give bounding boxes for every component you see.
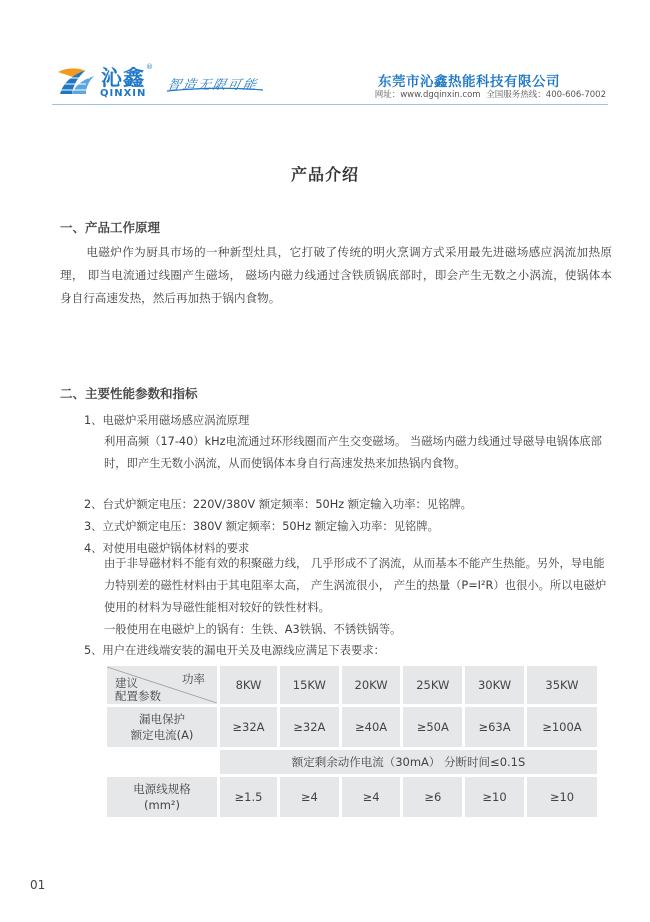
table-cell: ≥4 bbox=[280, 777, 339, 817]
registered-mark: ® bbox=[146, 63, 153, 71]
spec-item-1-body: 利用高频（17-40）kHz电流通过环形线圈而产生交变磁场。 当磁场内磁力线通过导磁导电锅体底部时，即产生无数小涡流，从而使锅体本身自行高速发热来加热锅内食物。 bbox=[104, 435, 602, 470]
requirements-table bbox=[104, 663, 600, 820]
corner-config-label: 配置参数 bbox=[115, 689, 161, 703]
table-cell: ≥10 bbox=[465, 777, 524, 817]
table-cell: ≥4 bbox=[342, 777, 401, 817]
table-cell: ≥63A bbox=[465, 707, 524, 747]
table-cell: ≥32A bbox=[280, 707, 339, 747]
spec-item-5: 5、用户在进线端安装的漏电开关及电源线应满足下表要求： bbox=[84, 644, 385, 657]
table-cell: ≥100A bbox=[527, 707, 597, 747]
table-cell: ≥6 bbox=[403, 777, 462, 817]
row-label-leakage-1: 漏电保护 bbox=[139, 712, 185, 726]
brand-name-cn: 沁鑫 bbox=[101, 66, 145, 90]
spec-item-2: 2、台式炉额定电压：220V/380V 额定频率：50Hz 额定输入功率：见铭牌。 bbox=[84, 498, 472, 511]
table-header-row bbox=[107, 666, 597, 704]
table-blank-cell bbox=[107, 750, 217, 774]
power-cell: 15KW bbox=[280, 666, 339, 704]
merged-residual-cell: 额定剩余动作电流（30mA） 分断时间≤0.1S bbox=[220, 750, 597, 774]
row-label-cable bbox=[107, 777, 217, 817]
row-label-leakage-2: 额定电流(A) bbox=[130, 728, 194, 742]
slogan: 智造无限可能 bbox=[165, 78, 260, 93]
power-cell: 8KW bbox=[220, 666, 277, 704]
brand-name-en: QINXIN bbox=[100, 88, 147, 99]
company-name: 东莞市沁鑫热能科技有限公司 bbox=[378, 74, 560, 90]
power-cell: 25KW bbox=[403, 666, 462, 704]
table-cell: ≥1.5 bbox=[220, 777, 277, 817]
table-cell: ≥32A bbox=[220, 707, 277, 747]
hotline-text: 全国服务热线：400-606-7002 bbox=[486, 90, 606, 100]
corner-power-label: 功率 bbox=[182, 672, 205, 686]
table-cell: ≥50A bbox=[403, 707, 462, 747]
website-text: 网址：www.dgqinxin.com bbox=[374, 90, 481, 100]
table-row-residual bbox=[107, 750, 597, 774]
spec-item-3: 3、立式炉额定电压：380V 额定频率：50Hz 额定输入功率：见铭牌。 bbox=[84, 520, 439, 533]
section-heading-principle: 一、产品工作原理 bbox=[60, 220, 161, 235]
principle-text: 电磁炉作为厨具市场的一种新型灶具，它打破了传统的明火烹调方式采用最先进磁场感应涡流加热原理， 即当电流通过线圈产生磁场， 磁场内磁力线通过含铁质锅底部时，即会产生无数之小涡流，使锅体本身自行高速发热，然后再加热于锅内食物。 bbox=[60, 245, 612, 305]
table-row-leakage bbox=[107, 707, 597, 747]
section-heading-specs: 二、主要性能参数和指标 bbox=[60, 386, 198, 401]
row-label-leakage bbox=[107, 707, 217, 747]
table-corner-cell bbox=[107, 666, 217, 704]
row-label-cable-1: 电源线规格 bbox=[133, 782, 191, 796]
corner-suggest-label: 建议 bbox=[115, 676, 138, 690]
spec-item-1-heading: 1、电磁炉采用磁场感应涡流原理 bbox=[84, 414, 250, 427]
page-number: 01 bbox=[30, 878, 46, 892]
page-title: 产品介绍 bbox=[290, 165, 359, 184]
spec-item-4-cookware: 一般使用在电磁炉上的锅有：生铁、A3铁锅、不锈铁锅等。 bbox=[104, 623, 402, 636]
table-cell: ≥40A bbox=[342, 707, 401, 747]
power-cell: 35KW bbox=[527, 666, 597, 704]
table-row-cable bbox=[107, 777, 597, 817]
spec-item-4-body: 由于非导磁材料不能有效的积聚磁力线， 几乎形成不了涡流，从而基本不能产生热能。另外，导电能力特别差的磁性材料由于其电阻率太高， 产生涡流很小， 产生的热量（P=I²R）也很小。所以电磁炉使用的材料为导磁性能相对较好的铁性材料。 bbox=[104, 557, 607, 614]
row-label-cable-2: (mm²) bbox=[144, 798, 180, 812]
table-cell: ≥10 bbox=[527, 777, 597, 817]
power-cell: 20KW bbox=[342, 666, 401, 704]
spec-item-4-heading: 4、对使用电磁炉锅体材料的要求 bbox=[84, 542, 250, 555]
power-cell: 30KW bbox=[465, 666, 524, 704]
